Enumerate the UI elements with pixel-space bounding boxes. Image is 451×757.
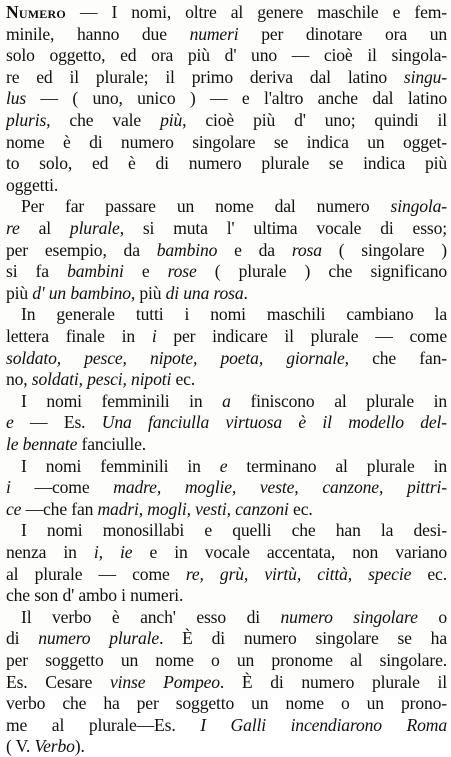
text-line (6, 585, 447, 606)
text-run: lettera finale in (6, 326, 152, 346)
text-run: e in vocale accentata, non variano (132, 542, 447, 562)
text-line (6, 283, 447, 304)
text-run: ec. (411, 563, 447, 584)
italic-term: singu- (403, 66, 447, 87)
italic-term: madri, mogli, vesti, canzoni (97, 498, 289, 519)
text-run: I nomi monosillabi e quelli che han la desi- (21, 520, 447, 541)
italic-term: re, grù, virtù, città, specie (185, 563, 412, 584)
text-line (6, 369, 447, 390)
text-run: , cioè più d' uno; quindi il (182, 110, 447, 130)
text-run: I nomi femminili in (21, 455, 220, 476)
text-line (6, 693, 447, 714)
text-run: . È di numero singolare se ha (159, 628, 447, 649)
text-line (6, 45, 447, 66)
italic-term: i, ie (93, 542, 133, 562)
text-run: e da (217, 239, 292, 260)
text-run: . (243, 282, 248, 303)
text-run: ( plurale ) che significano (196, 261, 447, 282)
text-line (6, 175, 447, 196)
text-run: per esempio, da (6, 239, 157, 260)
text-line (6, 261, 447, 282)
italic-term: numeri (189, 23, 239, 44)
text-line (21, 304, 447, 325)
text-line (6, 434, 447, 455)
text-line (6, 67, 447, 88)
text-run: me al plurale—Es. (6, 714, 201, 735)
text-run: no, (6, 369, 32, 390)
text-run: oggetti. (6, 174, 59, 195)
italic-term: i (151, 326, 157, 346)
text-line (6, 153, 447, 174)
italic-term: d' un bambino (32, 282, 131, 303)
text-line (6, 412, 447, 433)
italic-term: bambini (67, 261, 124, 282)
text-run: minile, hanno due (6, 23, 190, 44)
text-run: ec. (288, 498, 313, 519)
text-run: In generale tutti i nomi maschili cambiano la (21, 304, 447, 325)
text-line (6, 132, 447, 153)
italic-term: bambino (156, 239, 218, 260)
text-run: ( singolare ) (321, 239, 447, 260)
italic-term: più (160, 110, 183, 130)
text-run: Es. Cesare (6, 671, 111, 692)
text-run: per dinotare ora un (238, 23, 447, 44)
text-run: ). (74, 736, 85, 757)
italic-term: di una rosa (165, 282, 244, 303)
italic-term: plurale (69, 218, 120, 238)
text-run: solo oggetto, ed ora più d' uno — cioè il singola- (6, 45, 447, 66)
text-run: o (417, 606, 447, 627)
text-line (6, 499, 447, 520)
text-run: ec. (171, 369, 196, 390)
italic-term: i (6, 477, 11, 498)
italic-term: soldato, pesce, nipote, poeta, giornale, (6, 347, 349, 368)
text-run: fanciulle. (77, 434, 146, 454)
text-line (6, 542, 447, 563)
italic-term: numero plurale (38, 628, 160, 649)
text-run: che son d' ambo i numeri. (6, 585, 184, 606)
text-run: al plurale — come (6, 563, 186, 584)
text-run: Per far passare un nome dal numero (21, 196, 391, 217)
italic-term: a (222, 390, 231, 411)
text-line (6, 736, 447, 757)
text-line (6, 326, 447, 347)
italic-term: rose (167, 261, 197, 282)
text-run: si fa (6, 261, 68, 282)
text-line (21, 391, 447, 412)
text-line (6, 564, 447, 585)
text-run: , si muta l' ultima vocale di esso; (119, 218, 447, 238)
text-run: — ( uno, unico ) — e l'altro anche dal latino (26, 88, 447, 109)
text-line (6, 715, 447, 736)
text-line (6, 628, 447, 649)
text-line (21, 520, 447, 541)
text-run: e (123, 261, 168, 282)
italic-term: e (6, 412, 14, 433)
text-line (6, 110, 447, 131)
text-line (6, 348, 447, 369)
text-line (6, 240, 447, 261)
text-line (21, 196, 447, 217)
text-line (6, 24, 447, 45)
text-run: re ed il plurale; il primo deriva dal latino (6, 66, 404, 87)
text-line (6, 477, 447, 498)
text-run: — I nomi, oltre al genere maschile e fem- (65, 2, 447, 22)
italic-term: re (6, 218, 20, 238)
italic-term: rosa (291, 239, 322, 260)
italic-term: singola- (390, 196, 447, 217)
text-line (6, 218, 447, 239)
text-run: per soggetto un nome o un pronome al singolare. (6, 650, 447, 670)
italic-term: soldati, pesci, nipoti (31, 369, 172, 390)
italic-term: I Galli incendiarono Roma (200, 714, 447, 735)
entry-heading: Numero (6, 2, 66, 22)
text-run: ( V. (6, 736, 35, 757)
italic-term: numero singolare (280, 606, 418, 627)
italic-term: pluris (6, 110, 47, 130)
italic-term: Una fanciulla virtuosa è il modello del- (101, 412, 447, 433)
text-run: . È di numero plurale il (219, 671, 447, 692)
text-run: , che vale (46, 110, 161, 130)
text-line (6, 2, 447, 23)
text-run: Il verbo è anch' esso di (21, 606, 281, 627)
text-run: al (19, 218, 70, 238)
italic-term: le bennate (6, 434, 78, 454)
text-run: nome è di numero singolare se indica un ogget- (6, 131, 447, 152)
italic-term: ce (6, 498, 22, 519)
text-run: più (6, 282, 33, 303)
italic-term: vinse Pompeo (110, 671, 220, 692)
italic-term: e (219, 455, 228, 476)
text-run: verbo che ha per soggetto un nome o un prono- (6, 693, 447, 714)
text-line (21, 456, 447, 477)
text-run: terminano al plurale in (227, 455, 447, 476)
text-run: —come (10, 477, 114, 498)
text-line (6, 672, 447, 693)
italic-term: madre, moglie, veste, canzone, pittri- (113, 477, 447, 498)
text-line (21, 607, 447, 628)
text-run: di (6, 628, 39, 649)
italic-term: Verbo (34, 736, 75, 757)
text-run: to solo, ed è di numero plurale se indica più (6, 153, 447, 174)
italic-term: lus (6, 88, 27, 109)
text-run: finiscono al plurale in (230, 390, 447, 411)
text-run: , più (130, 282, 166, 303)
text-line (6, 650, 447, 671)
text-run: per indicare il plurale — come (156, 326, 447, 346)
text-run: — Es. (13, 412, 102, 433)
text-line (6, 88, 447, 109)
text-run: che fan- (348, 347, 447, 368)
text-run: nenza in (6, 542, 94, 562)
text-run: I nomi femminili in (21, 390, 223, 411)
text-run: —che fan (21, 498, 98, 519)
